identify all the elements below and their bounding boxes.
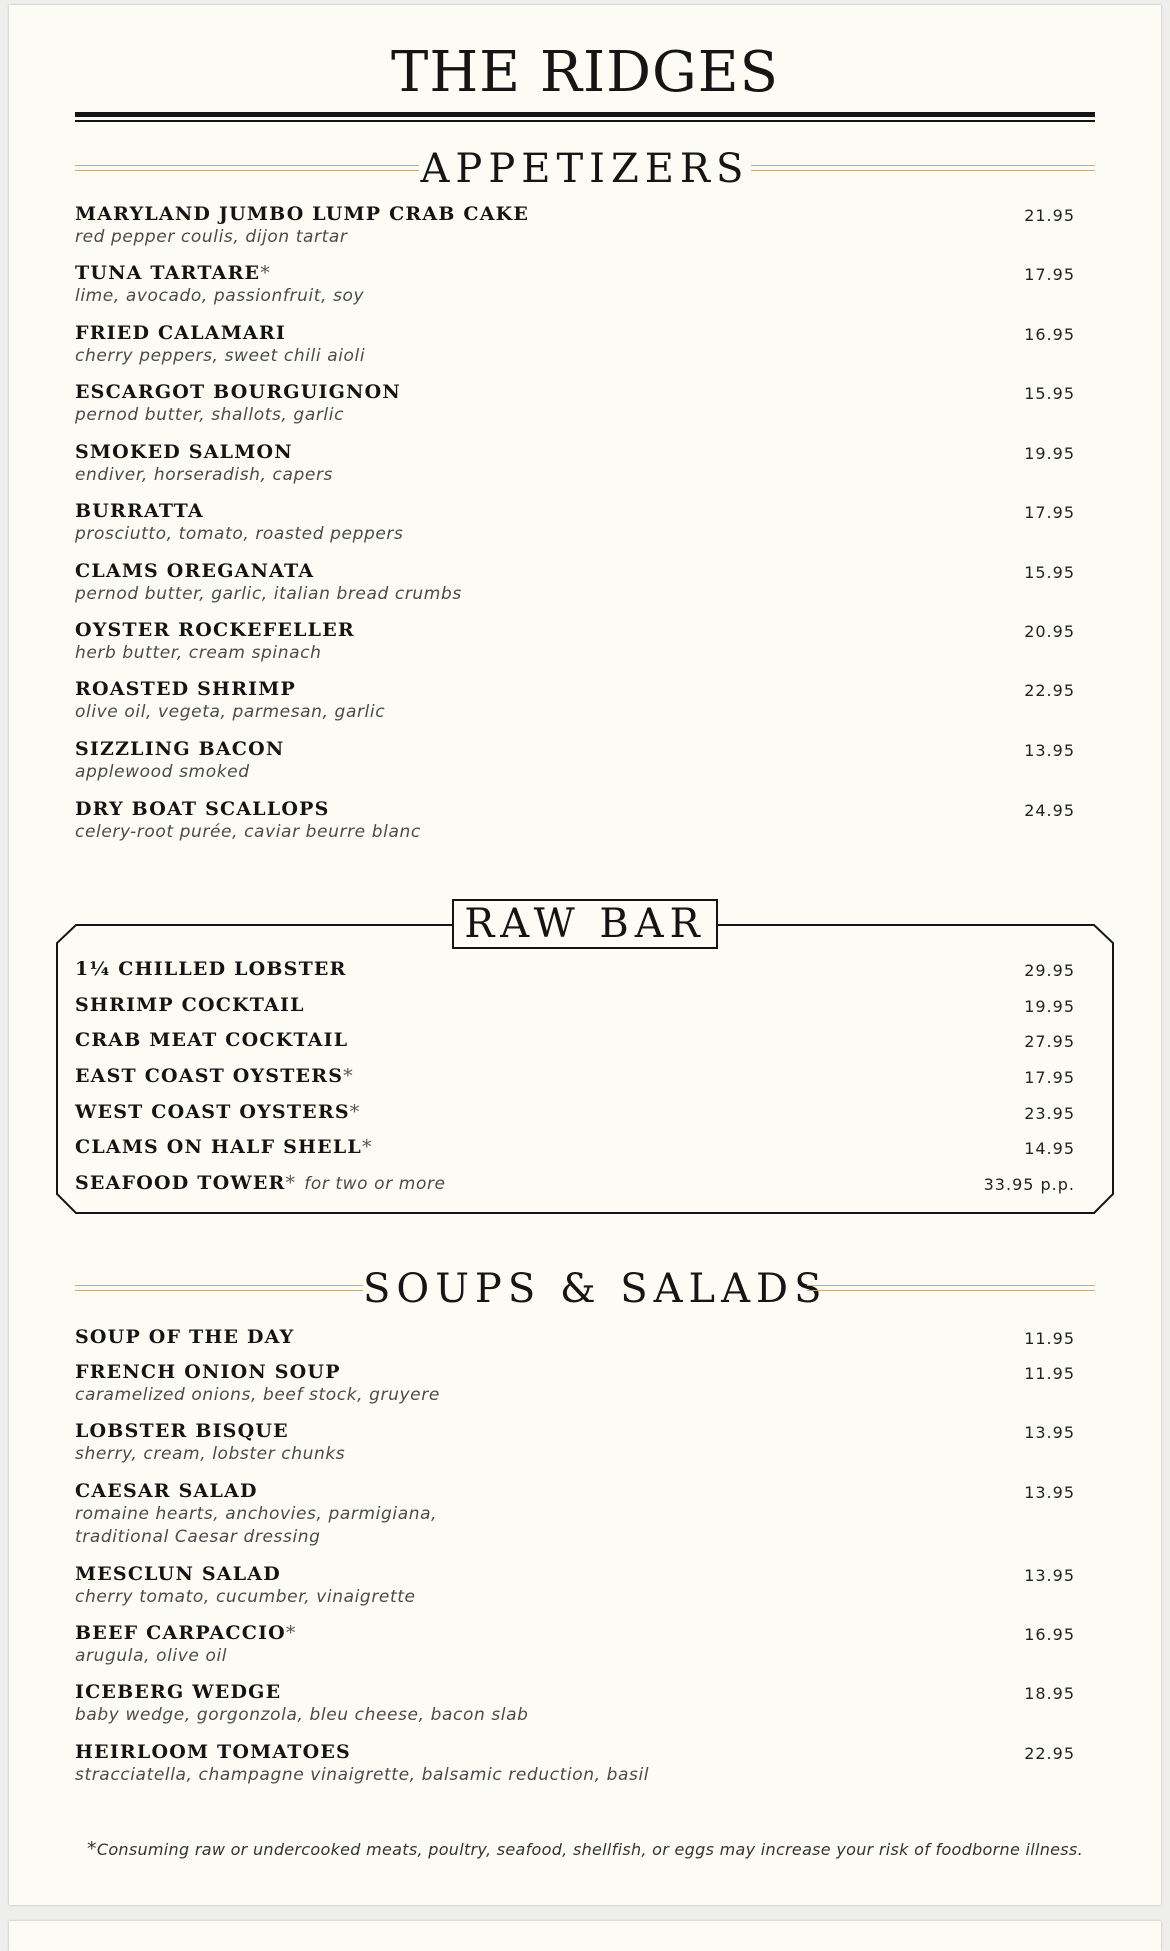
menu-item <box>75 1360 1075 1407</box>
item-price: 16.95 <box>1024 325 1075 344</box>
menu-item <box>75 1740 1075 1787</box>
item-name-text: WEST COAST OYSTERS <box>75 1101 350 1123</box>
item-price: 13.95 <box>1024 741 1075 760</box>
menu-item <box>75 1325 1075 1349</box>
item-name-text: CLAMS ON HALF SHELL <box>75 1136 362 1158</box>
item-price: 17.95 <box>1024 1068 1075 1087</box>
menu-item <box>75 1562 1075 1609</box>
raw-warning-star: * <box>285 1622 297 1644</box>
item-name <box>75 1064 1075 1088</box>
menu-item <box>75 499 1075 546</box>
item-description: cherry peppers, sweet chili aioli <box>75 346 366 366</box>
item-price: 14.95 <box>1024 1139 1075 1158</box>
item-name <box>75 737 1075 761</box>
menu-item <box>75 1479 1075 1549</box>
menu-item <box>75 1028 1075 1052</box>
item-note: for two or more <box>304 1174 446 1194</box>
appetizers-right-rule <box>751 165 1095 171</box>
item-name-text: ICEBERG WEDGE <box>75 1681 282 1703</box>
item-name-text: CLAMS OREGANATA <box>75 560 315 582</box>
item-name-text: SOUP OF THE DAY <box>75 1326 295 1348</box>
header-rule-thin <box>75 120 1095 122</box>
item-price: 18.95 <box>1024 1684 1075 1703</box>
footnote-text: Consuming raw or undercooked meats, poultry, seafood, shellfish, or eggs may increase your risk of foodborne illness. <box>96 1840 1083 1859</box>
raw-warning-star: * <box>349 1101 361 1123</box>
item-name-text: SMOKED SALMON <box>75 441 293 463</box>
item-name-text: SEAFOOD TOWER <box>75 1172 286 1194</box>
item-name-text: CAESAR SALAD <box>75 1480 258 1502</box>
menu-item <box>75 1100 1075 1124</box>
item-description: lime, avocado, passionfruit, soy <box>75 286 365 306</box>
item-description: prosciutto, tomato, roasted peppers <box>75 524 404 544</box>
item-name <box>75 1135 1075 1159</box>
item-description: arugula, olive oil <box>75 1646 228 1666</box>
item-name <box>75 1325 1075 1349</box>
item-name <box>75 499 1075 523</box>
item-name <box>75 321 1075 345</box>
menu-item <box>75 797 1075 844</box>
item-name <box>75 1100 1075 1124</box>
soups-right-rule <box>807 1285 1095 1291</box>
item-price: 17.95 <box>1024 503 1075 522</box>
item-price: 23.95 <box>1024 1104 1075 1123</box>
item-name-text: SIZZLING BACON <box>75 738 285 760</box>
menu-item <box>75 957 1075 981</box>
raw-warning-star: * <box>260 262 271 284</box>
item-price: 22.95 <box>1024 681 1075 700</box>
item-description: romaine hearts, anchovies, parmigiana, <box>75 1504 438 1524</box>
item-price: 13.95 <box>1024 1566 1075 1585</box>
item-description: pernod butter, shallots, garlic <box>75 405 345 425</box>
menu-item <box>75 380 1075 427</box>
item-description: celery-root purée, caviar beurre blanc <box>75 822 421 842</box>
item-price: 20.95 <box>1024 622 1075 641</box>
item-name-text: ESCARGOT BOURGUIGNON <box>75 381 401 403</box>
item-description: sherry, cream, lobster chunks <box>75 1444 346 1464</box>
menu-item <box>75 261 1075 308</box>
menu-item <box>75 1064 1075 1088</box>
item-name <box>75 1419 1075 1443</box>
item-price: 22.95 <box>1024 1744 1075 1763</box>
item-name <box>75 1680 1075 1704</box>
item-price: 17.95 <box>1024 265 1075 284</box>
menu-item <box>75 677 1075 724</box>
soups-left-rule <box>75 1285 363 1291</box>
item-name-text: LOBSTER BISQUE <box>75 1420 289 1442</box>
menu-item <box>75 1171 1075 1196</box>
item-price: 15.95 <box>1024 384 1075 403</box>
item-name-text: TUNA TARTARE <box>75 262 261 284</box>
menu-item <box>75 202 1075 249</box>
item-name-text: HEIRLOOM TOMATOES <box>75 1741 351 1763</box>
item-price: 24.95 <box>1024 801 1075 820</box>
item-name <box>75 1360 1075 1384</box>
item-description: endiver, horseradish, capers <box>75 465 334 485</box>
menu-item <box>75 1419 1075 1466</box>
appetizers-title: APPETIZERS <box>420 146 750 192</box>
soups-salads-title: SOUPS & SALADS <box>363 1266 828 1312</box>
item-name-text: FRIED CALAMARI <box>75 322 286 344</box>
item-name-text: MESCLUN SALAD <box>75 1563 281 1585</box>
item-price: 21.95 <box>1024 206 1075 225</box>
item-name <box>75 380 1075 404</box>
item-name-text: MARYLAND JUMBO LUMP CRAB CAKE <box>75 203 530 225</box>
menu-item <box>75 737 1075 784</box>
item-price: 16.95 <box>1024 1625 1075 1644</box>
item-name-text: EAST COAST OYSTERS <box>75 1065 344 1087</box>
menu-item <box>75 321 1075 368</box>
item-name-text: CRAB MEAT COCKTAIL <box>75 1029 349 1051</box>
item-name <box>75 202 1075 226</box>
item-name <box>75 618 1075 642</box>
item-description: caramelized onions, beef stock, gruyere <box>75 1385 440 1405</box>
item-description: herb butter, cream spinach <box>75 643 322 663</box>
raw-warning-star: * <box>285 1172 297 1194</box>
item-name-text: FRENCH ONION SOUP <box>75 1361 341 1383</box>
item-name <box>75 1562 1075 1586</box>
item-description: applewood smoked <box>75 762 250 782</box>
next-page-edge <box>9 1921 1161 1951</box>
item-name-text: BEEF CARPACCIO <box>75 1622 286 1644</box>
item-name <box>75 1621 1075 1645</box>
appetizers-left-rule <box>75 165 419 171</box>
item-description: pernod butter, garlic, italian bread crumbs <box>75 584 462 604</box>
item-name-text: ROASTED SHRIMP <box>75 678 296 700</box>
footnote-mark: * <box>87 1838 97 1860</box>
item-description: stracciatella, champagne vinaigrette, balsamic reduction, basil <box>75 1765 650 1785</box>
item-price: 11.95 <box>1024 1329 1075 1348</box>
item-name-text: DRY BOAT SCALLOPS <box>75 798 330 820</box>
item-name-text: OYSTER ROCKEFELLER <box>75 619 355 641</box>
item-price: 29.95 <box>1024 961 1075 980</box>
raw-warning-star: * <box>361 1136 373 1158</box>
item-price: 19.95 <box>1024 444 1075 463</box>
item-name <box>75 677 1075 701</box>
menu-item <box>75 440 1075 487</box>
menu-item <box>75 993 1075 1017</box>
item-description: baby wedge, gorgonzola, bleu cheese, bacon slab <box>75 1705 529 1725</box>
item-name-text: 1¼ CHILLED LOBSTER <box>75 958 347 980</box>
menu-item <box>75 1621 1075 1668</box>
footnote <box>0 1838 1170 1860</box>
item-price: 33.95 p.p. <box>983 1175 1075 1194</box>
item-name <box>75 1028 1075 1052</box>
item-name <box>75 1479 1075 1503</box>
menu-item <box>75 618 1075 665</box>
item-price: 27.95 <box>1024 1032 1075 1051</box>
item-name-text: BURRATTA <box>75 500 204 522</box>
item-description: traditional Caesar dressing <box>75 1527 321 1547</box>
item-name <box>75 993 1075 1017</box>
item-description: red pepper coulis, dijon tartar <box>75 227 348 247</box>
menu-item <box>75 559 1075 606</box>
item-description: olive oil, vegeta, parmesan, garlic <box>75 702 386 722</box>
item-price: 13.95 <box>1024 1483 1075 1502</box>
item-price: 11.95 <box>1024 1364 1075 1383</box>
item-price: 19.95 <box>1024 997 1075 1016</box>
item-name-text: SHRIMP COCKTAIL <box>75 994 305 1016</box>
item-price: 15.95 <box>1024 563 1075 582</box>
menu-item <box>75 1680 1075 1727</box>
item-name <box>75 797 1075 821</box>
raw-bar-title: RAW BAR <box>452 899 718 949</box>
item-name <box>75 1171 1075 1196</box>
item-name <box>75 440 1075 464</box>
menu-item <box>75 1135 1075 1159</box>
item-price: 13.95 <box>1024 1423 1075 1442</box>
restaurant-name: THE RIDGES <box>390 40 780 105</box>
item-name <box>75 1740 1075 1764</box>
item-description: cherry tomato, cucumber, vinaigrette <box>75 1587 416 1607</box>
item-name <box>75 559 1075 583</box>
item-name <box>75 261 1075 285</box>
raw-warning-star: * <box>343 1065 354 1087</box>
header-rule-thick <box>75 112 1095 117</box>
item-name <box>75 957 1075 981</box>
